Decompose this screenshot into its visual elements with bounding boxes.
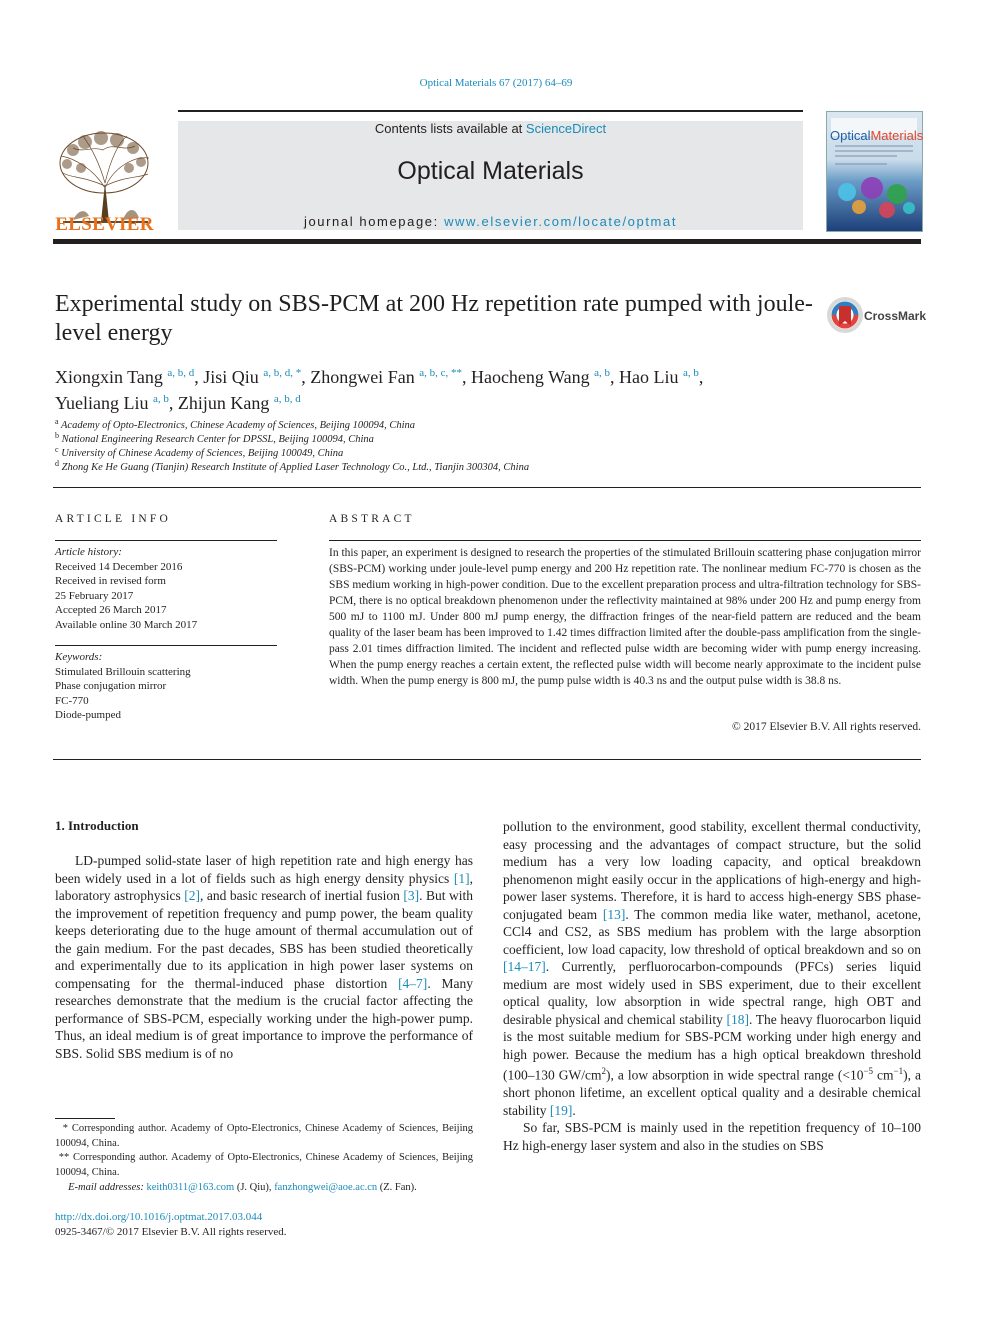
author-separator: , (461, 367, 471, 387)
crossmark-icon[interactable] (826, 296, 864, 334)
paragraph-text: , laboratory astrophysics (55, 870, 473, 903)
article-info-rule (55, 540, 277, 541)
contents-line (178, 121, 803, 136)
cover-title (830, 128, 923, 143)
author-name[interactable]: Xiongxin Tang (55, 367, 168, 387)
header-rule (178, 110, 803, 112)
email-link-fan[interactable]: fanzhongwei@aoe.ac.cn (274, 1182, 378, 1193)
citation-link[interactable]: [4–7] (398, 975, 428, 991)
intro-paragraph-2 (503, 818, 921, 1119)
author-name[interactable]: Jisi Qiu (203, 367, 264, 387)
author-list (55, 362, 915, 414)
affiliation-d (55, 459, 529, 473)
author-name[interactable]: Yueliang Liu (55, 393, 153, 413)
homepage-link[interactable]: www.elsevier.com/locate/optmat (444, 214, 678, 229)
journal-reference[interactable]: Optical Materials 67 (2017) 64–69 (419, 77, 573, 89)
footnote-text: Corresponding author. Academy of Opto-Electronics, Chinese Academy of Sciences, Beijing 100094, China. (55, 1152, 474, 1178)
crossmark-label[interactable]: CrossMark (864, 309, 927, 323)
section-rule (53, 487, 921, 488)
intro-paragraph-1 (55, 852, 473, 1062)
citation-link[interactable]: [14–17] (503, 959, 546, 974)
footnote-corresponding-1 (55, 1122, 473, 1151)
doi-link[interactable]: http://dx.doi.org/10.1016/j.optmat.2017.03.044 (55, 1211, 263, 1223)
keyword-item: FC-770 (55, 694, 89, 707)
abstract-heading: ABSTRACT (329, 513, 415, 525)
affiliation-a (55, 417, 415, 431)
keywords (55, 650, 191, 723)
paragraph-text: ), a short phonon lifetime, an excellent optical quality and a desirable chemical stability (503, 1067, 921, 1118)
author-affiliation-marks[interactable]: a, b, d, * (263, 367, 302, 379)
sciencedirect-link[interactable]: ScienceDirect (525, 121, 607, 136)
cover-title-materials: Materials (870, 128, 924, 143)
aff-mark: b (55, 431, 59, 440)
superscript: −5 (863, 1066, 874, 1076)
citation-link[interactable]: [1] (453, 870, 470, 886)
issn-line: 0925-3467/© 2017 Elsevier B.V. All rights reserved. (55, 1226, 287, 1238)
keywords-label: Keywords: (55, 651, 103, 663)
footnote-rule (55, 1118, 115, 1119)
paragraph-text: . Currently, perfluorocarbon-compounds (PFCs) series liquid medium are most widely used in SBS experiment, due to their excellent optical quality, low absorption in wide spectral range, high OBT and desirable physical and chemical stability (503, 959, 921, 1027)
abstract-rule (329, 540, 921, 541)
paragraph-text: LD-pumped solid-state laser of high repetition rate and high energy has been widely used in a lot of fields such as high energy density physics (55, 853, 473, 886)
history-item: Accepted 26 March 2017 (55, 604, 167, 616)
paragraph-text: . But with the improvement of repetition frequency and pump power, the beam quality keeps deteriorating due to the huge amount of thermal accumulation out of the gain medium. For the past decades, SBS has been studied theoretically and experimentally due to its application in high power laser systems on compensating for the thermal-induced phase distortion (55, 888, 474, 991)
affiliation-c (55, 445, 343, 459)
email-owner: (J. Qiu), (234, 1182, 275, 1193)
footnote-mark: ** (58, 1152, 70, 1163)
author-affiliation-marks[interactable]: a, b, d (273, 393, 301, 405)
history-label: Article history: (55, 546, 122, 558)
aff-text: University of Chinese Academy of Sciences, Beijing 100049, China (61, 448, 344, 459)
author-separator: , (168, 393, 178, 413)
article-history (55, 545, 197, 632)
citation-link[interactable]: [13] (602, 906, 626, 922)
superscript: 2 (601, 1066, 606, 1076)
footnote-text: Corresponding author. Academy of Opto-Electronics, Chinese Academy of Sciences, Beijing 100094, China. (55, 1123, 474, 1149)
author-affiliation-marks[interactable]: a, b (152, 393, 169, 405)
history-item: Received 14 December 2016 (55, 560, 183, 573)
email-owner: (Z. Fan). (377, 1182, 417, 1193)
author-name[interactable]: Zhijun Kang (177, 393, 274, 413)
citation-link[interactable]: [2] (184, 888, 200, 903)
paragraph-text: . The heavy fluorocarbon liquid is the most suitable medium for SBS-PCM working under high energy and high power. Because the medium has a high optical breakdown threshold (100–130 GW/cm (503, 1011, 921, 1083)
citation-link[interactable]: [3] (403, 888, 420, 903)
article-title: Experimental study on SBS-PCM at 200 Hz repetition rate pumped with joule-level energy (55, 291, 813, 346)
abstract-copyright: © 2017 Elsevier B.V. All rights reserved. (732, 721, 921, 733)
author-affiliation-marks[interactable]: a, b (683, 367, 699, 379)
keyword-item: Phase conjugation mirror (55, 680, 167, 692)
author-separator: , (194, 367, 204, 387)
homepage-prefix: journal homepage: (303, 214, 445, 229)
keyword-item: Stimulated Brillouin scattering (55, 665, 191, 678)
footnote-corresponding-2 (55, 1151, 473, 1180)
citation-link[interactable]: [18] (726, 1011, 749, 1027)
author-affiliation-marks[interactable]: a, b, c, ** (419, 367, 462, 379)
paragraph-text: . Many researches demonstrate that the medium is the crucial factor affecting the performance of SBS-PCM, especially working under the high-power pump. Thus, an ideal medium is of great importance to improve the performance of SBS. Solid SBS medium is of no (55, 975, 473, 1061)
author-name[interactable]: Zhongwei Fan (310, 367, 420, 387)
article-info-heading: ARTICLE INFO (55, 513, 171, 525)
abstract-text: In this paper, an experiment is designed to research the properties of the stimulated Brillouin scattering phase conjugation mirror (SBS-PCM) working under joule-level pump energy and 200 Hz repetition rate. The nonlinear medium FC-770 is chosen as the SBS medium working in high-power condition. Due to the excellent preparation process and ultra-filtration technology for SBS-PCM, there is no optical breakdown phenomenon under the reflectivity maintained at 98% under 200 Hz and pump energy from 500 mJ to 1100 mJ. Under 800 mJ pump energy, the diffraction fringes of the near-field pattern are reduced and the beam quality of the laser beam has been improved to 1.42 times diffraction limited after the double-pass amplification from the single-pass 2.01 times diffraction limited. The incident and reflected pulse width are becoming wider with pump energy increasing. When the pump energy reaches a certain extent, the reflected pulse width will become nearly approximate to the incident pulse width. When the pump energy is 800 mJ, the pump pulse width is 40.3 ns and the output pulse width is 38.8 ns. (329, 547, 921, 687)
keywords-rule (55, 645, 277, 646)
intro-column-left (55, 852, 473, 1062)
author-separator: , (301, 367, 311, 387)
intro-column-right (503, 818, 921, 1154)
author-name[interactable]: Hao Liu (619, 367, 684, 387)
superscript: −1 (893, 1066, 904, 1076)
aff-mark: d (55, 459, 59, 468)
aff-mark: c (55, 445, 59, 454)
journal-name: Optical Materials (397, 157, 584, 185)
citation-link[interactable]: [19] (549, 1102, 573, 1118)
paragraph-text: . (572, 1102, 576, 1118)
paragraph-text: pollution to the environment, good stability, excellent thermal conductivity, easy processing and the advantages of compact structure, but the solid medium has a very low loading capacity, and optical breakdown phenomenon might easily occur in the applications of high-energy and high-power laser systems. Therefore, it is hard to access high-energy SBS phase-conjugated beam (503, 819, 921, 922)
header-thick-rule (53, 239, 921, 244)
history-item: Available online 30 March 2017 (55, 618, 198, 631)
aff-text: Zhong Ke He Guang (Tianjin) Research Institute of Applied Laser Technology Co., Ltd., Tianjin 300304, China (61, 462, 530, 473)
intro-heading: 1. Introduction (55, 818, 139, 833)
homepage-line (178, 214, 803, 229)
footnote-emails (55, 1181, 473, 1196)
abstract-bottom-rule (53, 759, 921, 760)
author-affiliation-marks[interactable]: a, b, d (167, 367, 195, 379)
paragraph-text: . The common media like water, methanol, acetone, CCl4 and CS2, as SBS medium has problem with the large absorption coefficient, low load capacity, low threshold of optical breakdown and so on (503, 906, 921, 957)
paragraph-text: ), a low absorption in wide spectral range (<10 (606, 1067, 864, 1083)
author-affiliation-marks[interactable]: a, b (594, 367, 611, 379)
footnote-mark: * (62, 1123, 68, 1134)
author-separator: , (610, 367, 620, 387)
keyword-item: Diode-pumped (55, 709, 121, 721)
email-label: E-mail addresses: (68, 1182, 144, 1193)
intro-paragraph-3: So far, SBS-PCM is mainly used in the repetition frequency of 10–100 Hz high-energy laser system and also in the studies on SBS (503, 1120, 921, 1153)
history-item: 25 February 2017 (55, 589, 134, 602)
cover-title-optical: Optical (830, 128, 871, 143)
affiliation-b (55, 431, 374, 445)
email-link-qiu[interactable]: keith0311@163.com (146, 1182, 235, 1193)
aff-text: National Engineering Research Center for DPSSL, Beijing 100094, China (61, 434, 374, 445)
aff-mark: a (55, 417, 59, 426)
history-item: Received in revised form (55, 575, 166, 587)
elsevier-wordmark: ELSEVIER (55, 214, 154, 235)
paragraph-text: cm (873, 1067, 894, 1083)
contents-prefix: Contents lists available at (374, 121, 526, 136)
author-name[interactable]: Haocheng Wang (470, 367, 595, 387)
author-separator: , (698, 367, 704, 387)
paragraph-text: , and basic research of inertial fusion (200, 888, 404, 903)
aff-text: Academy of Opto-Electronics, Chinese Academy of Sciences, Beijing 100094, China (61, 420, 415, 431)
